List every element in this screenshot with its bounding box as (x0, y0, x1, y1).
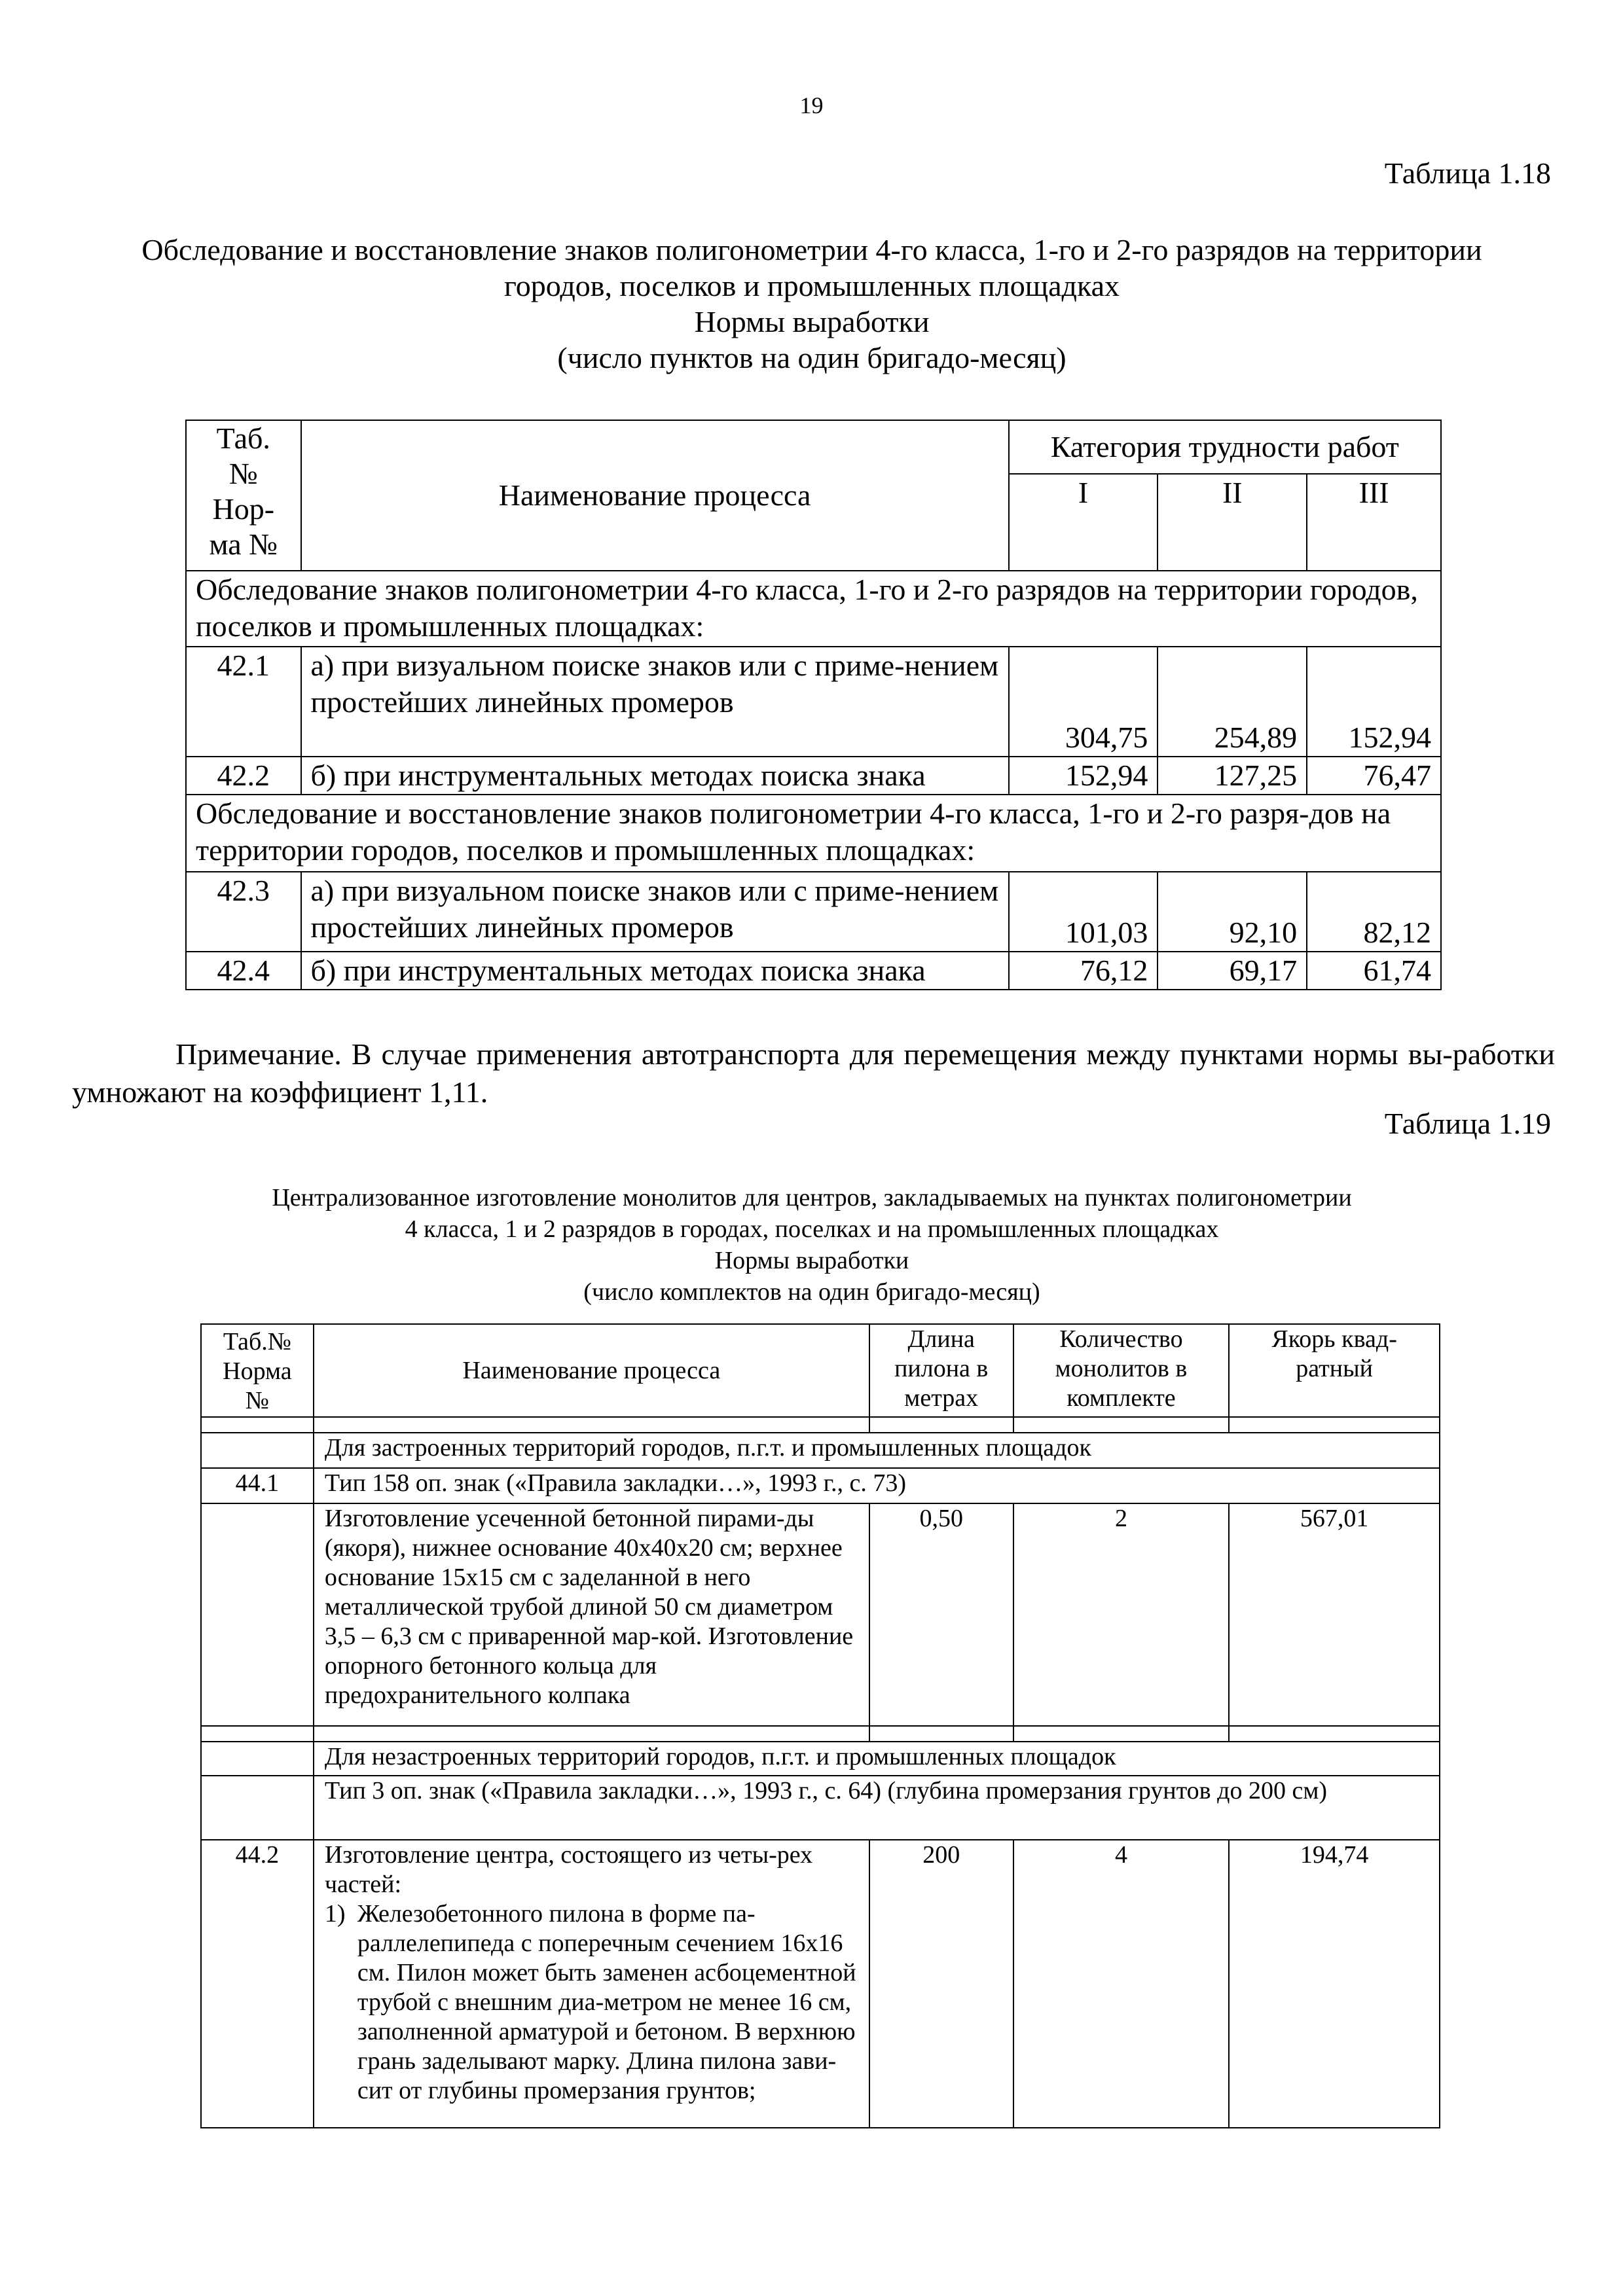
list-item-text: Железобетонного пилона в форме па-раллелепипеда с поперечным сечением 16x16 см. Пилон может быть заменен асбоцементной трубой с внешним диа-метром не менее 16 см, заполненной арматурой и бетоном. В верхнюю грань заделывают марку. Длина пилона зави-сит от глубины промерзания грунтов; (357, 1900, 856, 2104)
row-process-intro: Изготовление центра, состоящего из четы-рех частей: (324, 1841, 813, 1898)
header-table-number (186, 420, 301, 571)
row-number: 42.3 (186, 872, 301, 952)
row-quantity: 2 (1013, 1503, 1230, 1726)
row-number: 42.4 (186, 952, 301, 990)
list-item (325, 1899, 858, 2106)
header-line: монолитов в (1055, 1355, 1188, 1382)
header-process-name: Наименование процесса (314, 1324, 869, 1417)
row-length: 200 (869, 1840, 1013, 2128)
header-category-2: II (1158, 474, 1307, 571)
section-survey: Обследование знаков полигонометрии 4-го класса, 1-го и 2-го разрядов на территории городов, поселков и промышленных площадках: (186, 571, 1441, 647)
row-type: Тип 3 оп. знак («Правила закладки…», 1993 г., с. 64) (глубина промерзания грунтов до 200 см) (314, 1776, 1440, 1840)
spacer-row (201, 1417, 1440, 1433)
list-marker: 1) (324, 1900, 346, 1928)
row-value-1: 304,75 (1009, 647, 1158, 757)
header-line: пилона в (894, 1355, 989, 1382)
row-number: 42.1 (186, 647, 301, 757)
header-monolith-count (1013, 1324, 1230, 1417)
table-1-18-caption: Таблица 1.18 (1384, 156, 1551, 190)
row-process: б) при инструментальных методах поиска знака (301, 757, 1009, 795)
header-line: № (228, 457, 258, 490)
row-type: Тип 158 оп. знак («Правила закладки…», 1993 г., с. 73) (314, 1468, 1440, 1503)
header-line: Таб.№ (223, 1328, 292, 1355)
table-1-18 (185, 420, 1442, 990)
table-1-19-caption: Таблица 1.19 (1384, 1107, 1551, 1140)
row-process: а) при визуальном поиске знаков или с приме-нением простейших линейных промеров (301, 647, 1009, 757)
title-line: Централизованное изготовление монолитов для центров, закладываемых на пунктах полигонометрии (272, 1184, 1352, 1211)
note (72, 1035, 1555, 1111)
row-process: б) при инструментальных методах поиска знака (301, 952, 1009, 990)
row-value-2: 69,17 (1158, 952, 1307, 990)
header-category-3: III (1307, 474, 1441, 571)
row-value-3: 82,12 (1307, 872, 1441, 952)
header-line: Длина (907, 1325, 975, 1353)
row-quantity: 4 (1013, 1840, 1230, 2128)
row-value-2: 127,25 (1158, 757, 1307, 795)
title-line: 4 класса, 1 и 2 разрядов в городах, поселках и на промышленных площадках (405, 1215, 1219, 1243)
header-pylon-length (869, 1324, 1013, 1417)
header-category: Категория трудности работ (1009, 420, 1441, 474)
header-line: ма № (209, 528, 278, 561)
title-line: (число пунктов на один бригадо-месяц) (557, 341, 1067, 374)
title-line: Нормы выработки (694, 305, 930, 338)
header-line: метрах (904, 1384, 979, 1412)
empty-cell (201, 1433, 314, 1468)
row-value-1: 152,94 (1009, 757, 1158, 795)
empty-cell (201, 1503, 314, 1726)
title-line: (число комплектов на один бригадо-месяц) (583, 1278, 1040, 1306)
table-1-19-title (72, 1182, 1552, 1308)
spacer-row (201, 1726, 1440, 1742)
row-value-1: 101,03 (1009, 872, 1158, 952)
row-number: 42.2 (186, 757, 301, 795)
header-table-number (201, 1324, 314, 1417)
section-not-built-up: Для незастроенных территорий городов, п.г.т. и промышленных площадок (314, 1742, 1440, 1776)
row-value-3: 152,94 (1307, 647, 1441, 757)
row-value-3: 61,74 (1307, 952, 1441, 990)
header-process-name: Наименование процесса (301, 420, 1009, 571)
row-length: 0,50 (869, 1503, 1013, 1726)
header-anchor (1229, 1324, 1440, 1417)
empty-cell (201, 1742, 314, 1776)
row-value-2: 254,89 (1158, 647, 1307, 757)
header-line: ратный (1296, 1355, 1373, 1382)
component-list (325, 1899, 858, 2106)
section-built-up: Для застроенных территорий городов, п.г.т. и промышленных площадок (314, 1433, 1440, 1468)
title-line: городов, поселков и промышленных площадках (503, 269, 1120, 302)
table-1-19 (200, 1323, 1440, 2128)
header-line: Количество (1059, 1325, 1183, 1353)
page-number: 19 (799, 92, 824, 118)
empty-cell (201, 1776, 314, 1840)
header-line: Таб. (216, 422, 270, 455)
row-number: 44.1 (201, 1468, 314, 1503)
row-process: Изготовление усеченной бетонной пирами-ды (якоря), нижнее основание 40x40x20 см; верхнее основание 15x15 см с заделанной в него металлической трубой длиной 50 см диаметром 3,5 – 6,3 см с приваренной мар-кой. Изготовление опорного бетонного кольца для предохранительного колпака (314, 1503, 869, 1726)
row-process: а) при визуальном поиске знаков или с приме-нением простейших линейных промеров (301, 872, 1009, 952)
title-line: Обследование и восстановление знаков полигонометрии 4-го класса, 1-го и 2-го разрядов на территории (141, 233, 1482, 266)
row-value-3: 76,47 (1307, 757, 1441, 795)
header-line: комплекте (1067, 1384, 1176, 1412)
header-line: Якорь квад- (1271, 1325, 1397, 1353)
row-value-1: 76,12 (1009, 952, 1158, 990)
row-number: 44.2 (201, 1840, 314, 2128)
header-line: Норма (223, 1357, 292, 1385)
header-line: № (245, 1387, 270, 1414)
note-text: Примечание. В случае применения автотранспорта для перемещения между пунктами нормы вы-работки умножают на коэффициент 1,11. (72, 1037, 1555, 1109)
header-line: Нор- (212, 492, 275, 526)
row-anchor: 567,01 (1229, 1503, 1440, 1726)
row-anchor: 194,74 (1229, 1840, 1440, 2128)
header-category-1: I (1009, 474, 1158, 571)
row-value-2: 92,10 (1158, 872, 1307, 952)
table-1-18-title (72, 232, 1552, 376)
row-process (314, 1840, 869, 2128)
title-line: Нормы выработки (714, 1247, 909, 1274)
section-survey-restore: Обследование и восстановление знаков полигонометрии 4-го класса, 1-го и 2-го разря-дов на территории городов, поселков и промышленных площадках: (186, 795, 1441, 872)
